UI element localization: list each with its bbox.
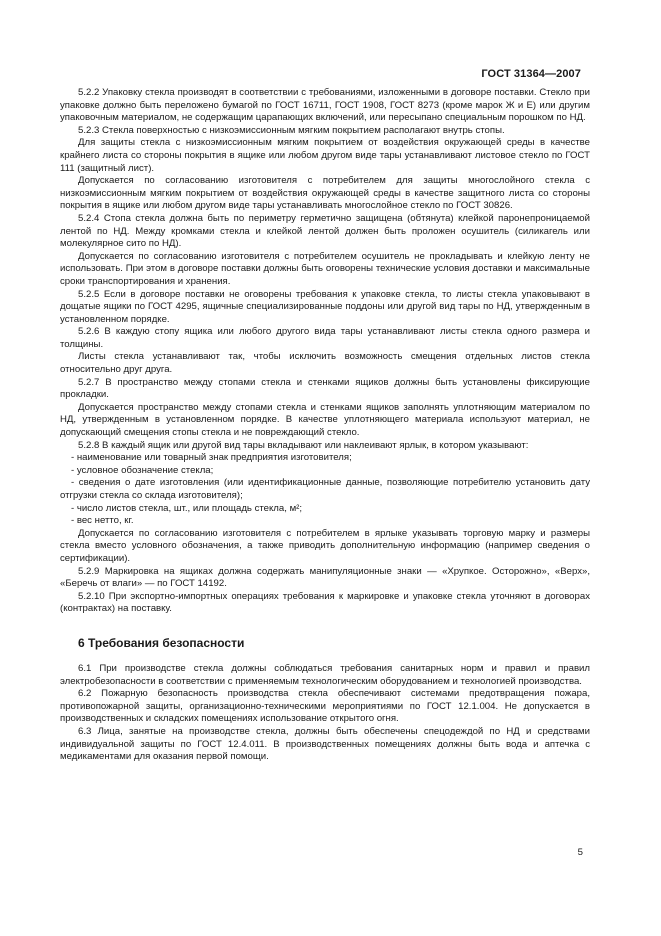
label-item: - условное обозначение стекла; bbox=[71, 464, 214, 476]
paragraph-5-2-9: 5.2.9 Маркировка на ящиках должна содержать манипуляционные знаки — «Хрупкое. Осторожно», «Верх», «Беречь от влаги» — по ГОСТ 14192. bbox=[60, 565, 590, 590]
label-item: - число листов стекла, шт., или площадь стекла, м²; bbox=[71, 502, 303, 514]
paragraph-desiccant-option: Допускается по согласованию изготовителя с потребителем осушитель не прокладывать и клейкую ленту не использовать. При этом в договоре поставки должны быть оговорены технические условия доставки и максимальные сроки транспортирования и хранения. bbox=[60, 250, 590, 287]
paragraph-6-3: 6.3 Лица, занятые на производстве стекла, должны быть обеспечены спецодеждой по НД и средствами индивидуальной защиты по ГОСТ 12.4.011. В производственных помещениях должны быть вода и аптечка с медикаментами для оказания первой помощи. bbox=[60, 725, 590, 763]
section-6-heading: 6 Требования безопасности bbox=[78, 635, 245, 650]
paragraph-sheet-placement: Листы стекла устанавливают так, чтобы исключить возможность смещения отдельных листов стекла относительно друг друга. bbox=[60, 351, 590, 376]
document-standard-number: ГОСТ 31364—2007 bbox=[481, 68, 581, 80]
paragraph-5-2-8: 5.2.8 В каждый ящик или другой вид тары вкладывают или наклеивают ярлык, в котором указывают: bbox=[78, 439, 529, 451]
page-body bbox=[60, 87, 590, 764]
paragraph-5-2-10: 5.2.10 При экспортно-импортных операциях требования к маркировке и упаковке стекла уточняют в договорах (контрактах) на поставку. bbox=[60, 590, 590, 615]
label-item: - сведения о дате изготовления (или идентификационные данные, позволяющие потребителю установить дату отгрузки стекла со склада изготовителя); bbox=[60, 477, 590, 501]
paragraph-5-2-6: 5.2.6 В каждую стопу ящика или любого другого вида тары устанавливают листы стекла одного размера и толщины. bbox=[60, 326, 590, 350]
label-item: - наименование или товарный знак предприятия изготовителя; bbox=[71, 452, 352, 464]
paragraph-6-2: 6.2 Пожарную безопасность производства стекла обеспечивают системами предотвращения пожара, противопожарной защиты, организационно-техническими мероприятиями по ГОСТ 12.1.004. Не допускается в производственных и складских помещениях использование открытого огня. bbox=[60, 688, 590, 725]
paragraph-5-2-3: 5.2.3 Стекла поверхностью с низкоэмиссионным мягким покрытием располагают внутрь стопы. bbox=[78, 124, 505, 136]
paragraph-protective-sheet: Для защиты стекла с низкоэмиссионным мягким покрытием от воздействия окружающей среды в качестве крайнего листа со стороны покрытия в ящике или любом другом виде тары устанавливают листовое стекло по ГОСТ 111 (защитный лист). bbox=[60, 137, 590, 174]
paragraph-sealing-material: Допускается пространство между стопами стекла и стенками ящиков заполнять уплотняющим материалом по НД, утвержденным в установленном порядке. В качестве уплотняющего материала используют материал, не допускающий смещения стопы стекла и не повреждающий стекло. bbox=[60, 401, 590, 439]
label-item: - вес нетто, кг. bbox=[71, 515, 134, 527]
paragraph-laminated-option: Допускается по согласованию изготовителя с потребителем для защиты многослойного стекла с низкоэмиссионным мягким покрытием от воздействия окружающей среды в качестве защитного листа со стороны покрытия в ящике или любом другом виде тары устанавливать многослойное стекло по ГОСТ 30826. bbox=[60, 175, 590, 212]
paragraph-5-2-2: 5.2.2 Упаковку стекла производят в соответствии с требованиями, изложенными в договоре поставки. Стекло при упаковке должно быть переложено бумагой по ГОСТ 16711, ГОСТ 1908, ГОСТ 8273 (кроме марок Ж и Е) или другим упаковочным материалом, не содержащим царапающих включений, или пересыпано специальным порошком по НД. bbox=[60, 87, 590, 124]
paragraph-5-2-4: 5.2.4 Стопа стекла должна быть по периметру герметично защищена (обтянута) клейкой паронепроницаемой лентой по НД. Между кромками стекла и клейкой лентой должен быть проложен осушитель (силикагель или молекулярное сито по НД). bbox=[60, 212, 590, 250]
paragraph-5-2-5: 5.2.5 Если в договоре поставки не оговорены требования к упаковке стекла, то листы стекла упаковывают в дощатые ящики по ГОСТ 4295, ящичные специализированные поддоны или другой вид тары по НД, утвержденным в установленном порядке. bbox=[60, 288, 590, 325]
paragraph-6-1: 6.1 При производстве стекла должны соблюдаться требования санитарных норм и правил и правил электробезопасности в соответствии с применяемым технологическим оборудованием и технологией производства. bbox=[60, 662, 590, 687]
page-number: 5 bbox=[577, 847, 583, 858]
paragraph-label-option: Допускается по согласованию изготовителя с потребителем в ярлыке указывать торговую марку и размеры стекла вместо условного обозначения, а также приводить дополнительную информацию (например сведения о сертификации). bbox=[60, 527, 590, 564]
paragraph-5-2-7: 5.2.7 В пространство между стопами стекла и стенками ящиков должны быть установлены фиксирующие прокладки. bbox=[60, 376, 590, 401]
